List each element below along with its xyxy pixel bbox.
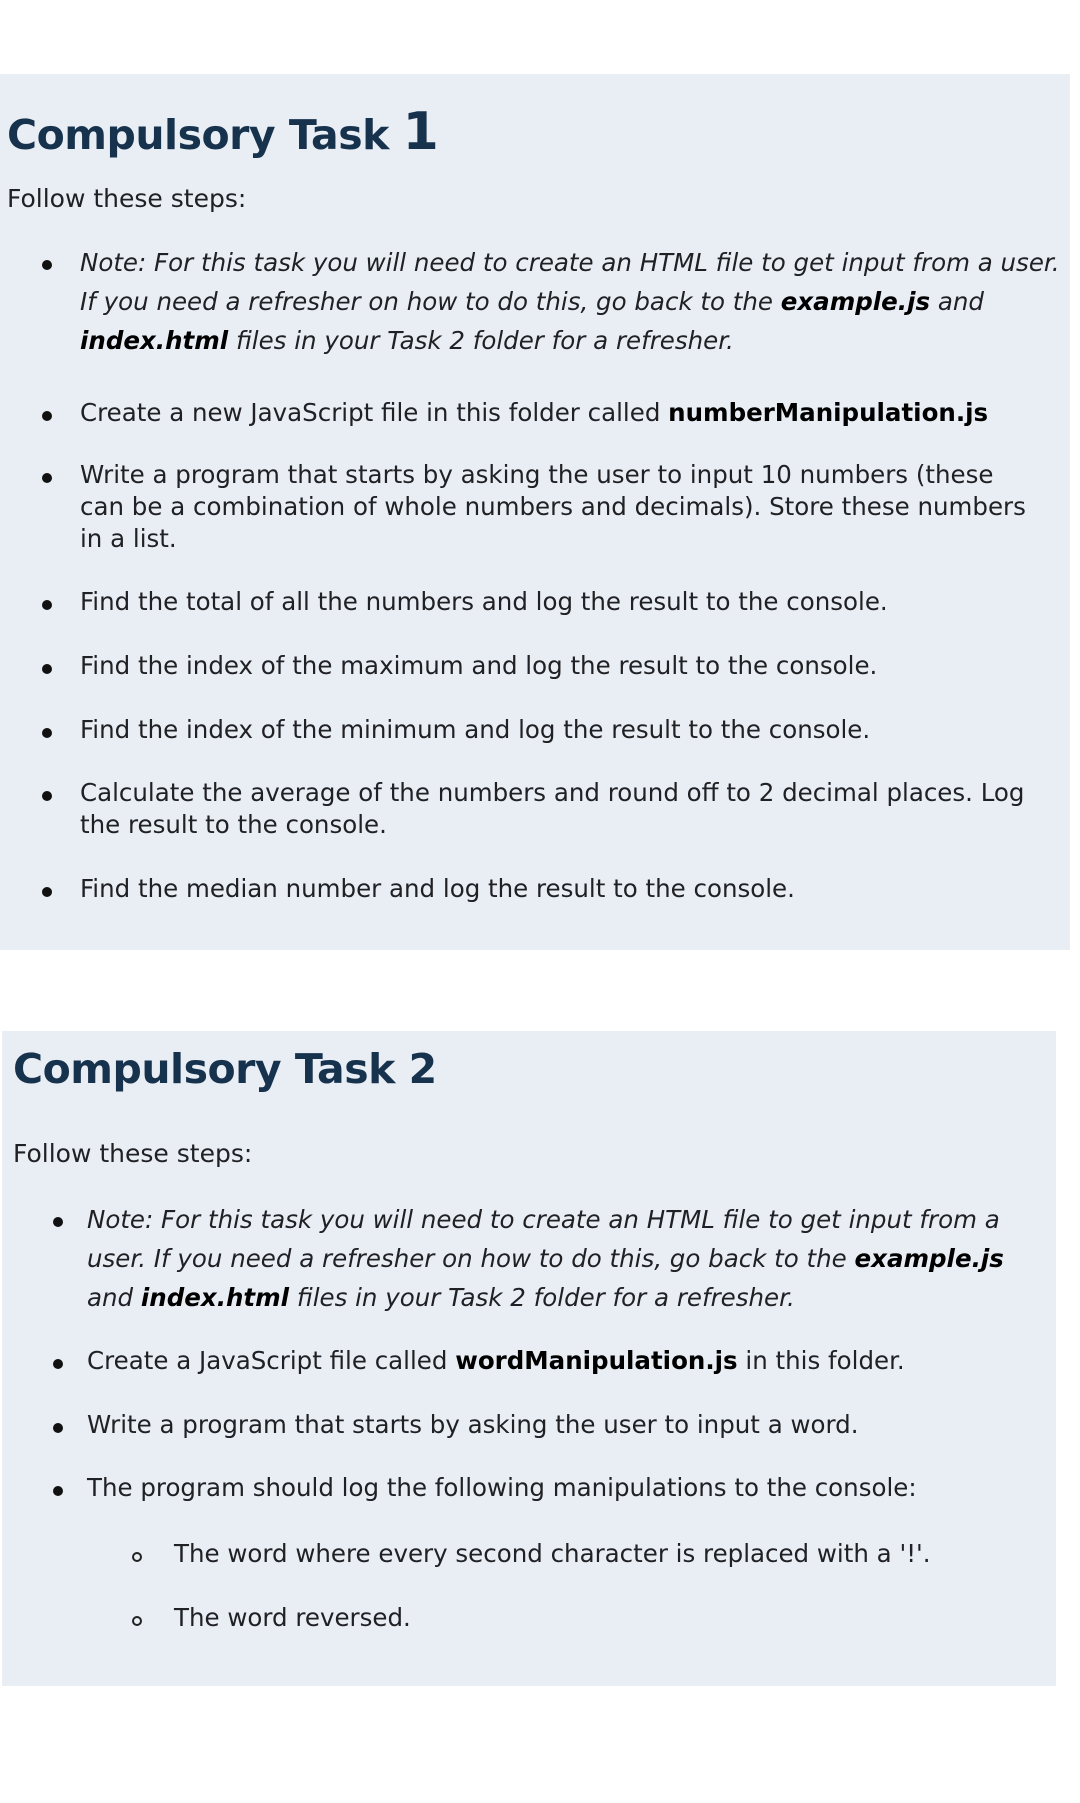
task-1-median-text: Find the median number and log the result to the console. [80, 874, 795, 903]
task-1-title [7, 102, 438, 162]
bullet-icon [42, 887, 52, 897]
task-1-max-text: Find the index of the maximum and log the result to the console. [80, 651, 878, 680]
task-1-min-text: Find the index of the minimum and log the result to the console. [80, 715, 871, 744]
bullet-icon [42, 600, 52, 610]
bullet-icon [53, 1217, 63, 1227]
task-2-intro: Follow these steps: [13, 1139, 253, 1168]
task-1-note-file-example: example.js [780, 287, 931, 316]
bullet-icon [53, 1486, 63, 1496]
bullet-icon [42, 411, 52, 421]
bullet-icon [53, 1423, 63, 1433]
bullet-icon [42, 728, 52, 738]
task-2-note-text: Note: For this task you will need to create an HTML file to get input from a user. If you need a refresher on how to do this, go back to the [87, 1205, 1000, 1273]
task-1-section [0, 74, 1070, 950]
task-2-section [2, 1031, 1056, 1686]
task-2-note-file-example: example.js [854, 1244, 1004, 1273]
task-1-note-and: and [930, 287, 984, 316]
bullet-icon [42, 791, 52, 801]
task-1-create-text: Create a new JavaScript file in this folder called [80, 398, 669, 427]
task-1-note-file-index: index.html [80, 326, 229, 355]
task-2-note-and: and [87, 1283, 141, 1312]
task-2-note-tail: files in your Task 2 folder for a refresher. [289, 1283, 795, 1312]
task-1-title-number: 1 [402, 102, 439, 162]
task-2-log-text: The program should log the following manipulations to the console: [87, 1473, 917, 1502]
circle-bullet-icon [132, 1616, 142, 1626]
task-1-note-text: Note: For this task you will need to create an HTML file to get input from a user. If you need a refresher on how to do this, go back to the [80, 248, 1060, 316]
task-1-intro: Follow these steps: [7, 184, 247, 213]
task-2-create-text: Create a JavaScript file called [87, 1346, 456, 1375]
bullet-icon [53, 1359, 63, 1369]
task-2-input-text: Write a program that starts by asking the user to input a word. [87, 1410, 859, 1439]
task-2-reverse-text: The word reversed. [174, 1603, 411, 1632]
task-1-input-text: Write a program that starts by asking the user to input 10 numbers (these can be a combination of whole numbers and decimals). Store these numbers in a list. [80, 460, 1026, 553]
task-2-title: Compulsory Task 2 [13, 1045, 437, 1093]
task-1-create-file: numberManipulation.js [668, 398, 989, 427]
task-1-average-text: Calculate the average of the numbers and round off to 2 decimal places. Log the result to the console. [80, 778, 1025, 839]
task-1-title-text: Compulsory Task [7, 111, 403, 159]
task-2-note-file-index: index.html [140, 1283, 290, 1312]
bullet-icon [42, 260, 52, 270]
bullet-icon [42, 664, 52, 674]
circle-bullet-icon [132, 1552, 142, 1562]
task-2-create-file: wordManipulation.js [455, 1346, 738, 1375]
task-1-total-text: Find the total of all the numbers and log the result to the console. [80, 587, 888, 616]
task-1-note-tail: files in your Task 2 folder for a refresher. [228, 326, 734, 355]
task-2-replace-text: The word where every second character is replaced with a '!'. [174, 1539, 931, 1568]
bullet-icon [42, 473, 52, 483]
task-2-create-tail: in this folder. [737, 1346, 905, 1375]
